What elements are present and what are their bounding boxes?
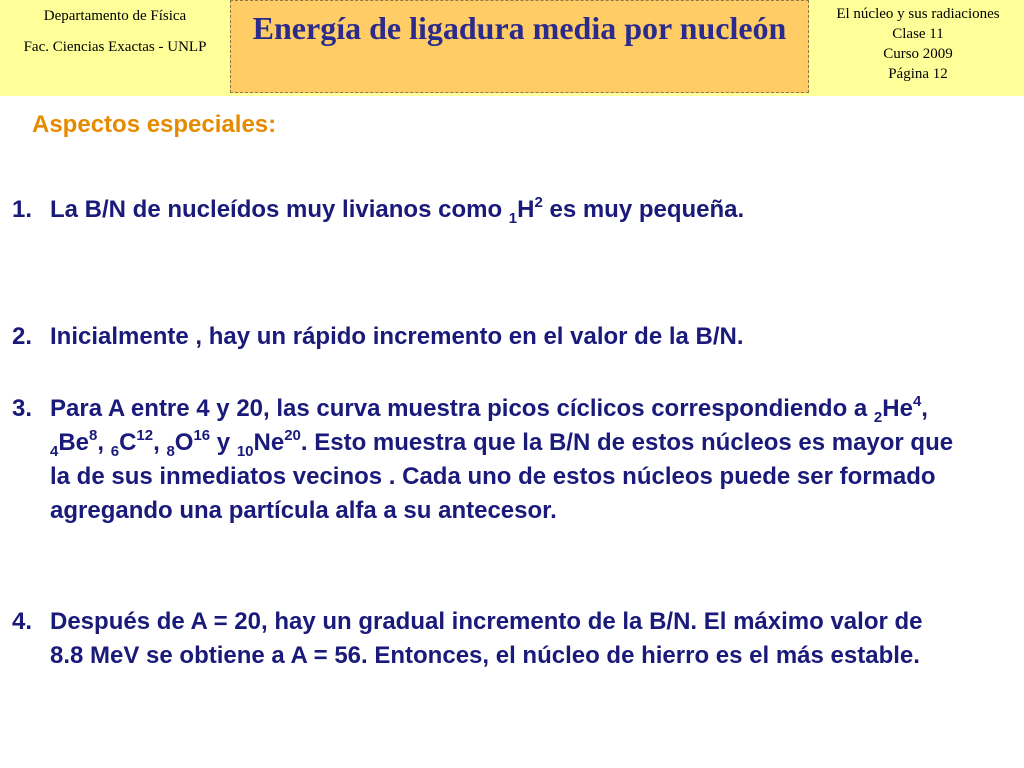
- slide-title: Energía de ligadura media por nucleón: [230, 0, 809, 93]
- list-item-1: [12, 193, 1002, 227]
- class-number: Clase 11: [892, 26, 944, 42]
- item-text: Para A entre 4 y 20, las curva muestra picos cíclicos correspondiendo a $_2He^4$, $_4Be^8$, $_6C^{12}$, $_8O^{16}$ y $_{10}Ne^{20}$. Esto muestra que la B/N de estos núcleos es mayor que la de sus inmediatos vecinos . Cada uno de estos núcleos puede ser formado agregando una partícula alfa a su antecesor.: [50, 393, 954, 524]
- course-topic: El núcleo y sus radiaciones: [836, 6, 1000, 22]
- item-text: Después de A = 20, hay un gradual incremento de la B/N. El máximo valor de 8.8 MeV se obtiene a A = 56. Entonces, el núcleo de hierro es el más estable.: [50, 608, 923, 669]
- department-info: [0, 0, 230, 96]
- item-number: 4.: [12, 608, 33, 635]
- course-info: [812, 0, 1024, 96]
- course-year: Curso 2009: [883, 46, 953, 62]
- slide-header: [0, 0, 1024, 96]
- item-text: Inicialmente , hay un rápido incremento en el valor de la B/N.: [50, 323, 744, 350]
- list-item-3: [12, 392, 972, 528]
- list-item-4: [12, 605, 952, 673]
- department-name: Departamento de Física: [43, 8, 187, 24]
- section-subtitle: Aspectos especiales:: [32, 111, 277, 138]
- item-text: La B/N de nucleídos muy livianos como $_1H^2$ es muy pequeña.: [50, 194, 745, 227]
- faculty-name: Fac. Ciencias Exactas - UNLP: [23, 39, 207, 55]
- item-number: 1.: [12, 196, 33, 223]
- page-number: Página 12: [888, 66, 948, 82]
- list-item-2: [12, 320, 1002, 354]
- item-number: 3.: [12, 395, 33, 422]
- item-number: 2.: [12, 323, 33, 350]
